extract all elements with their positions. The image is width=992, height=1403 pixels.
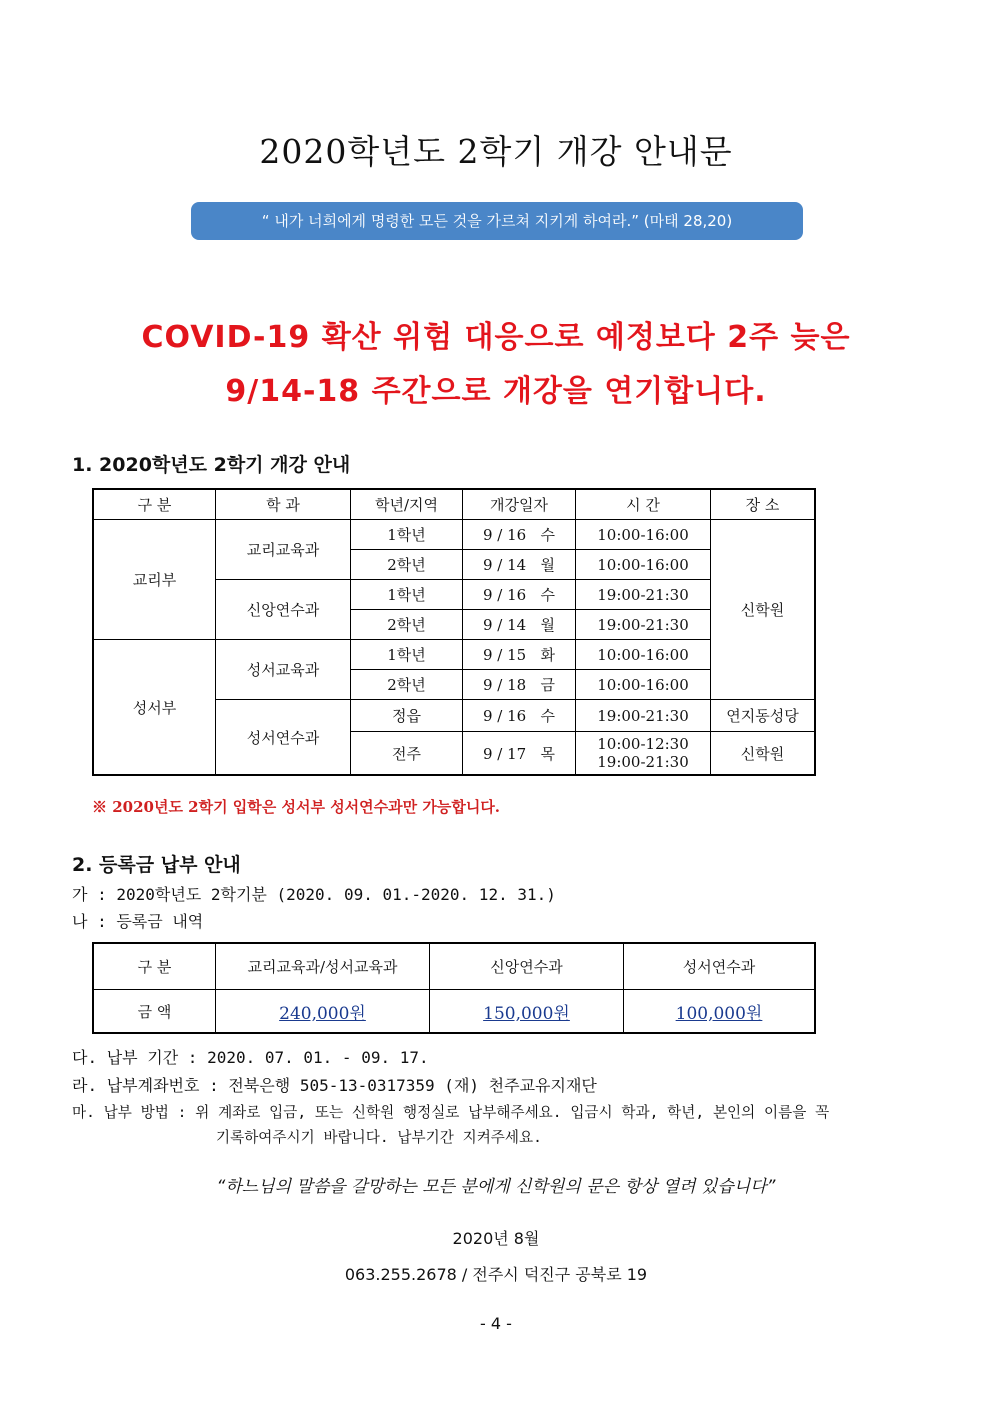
section1-heading: 1. 2020학년도 2학기 개강 안내 — [72, 454, 351, 476]
date-cell: 9 / 17 목 — [463, 732, 576, 776]
time-cell — [576, 732, 711, 776]
grade-cell: 1학년 — [351, 640, 463, 670]
table-row — [93, 640, 815, 670]
fee-cell — [624, 990, 816, 1034]
table-header-row — [93, 943, 815, 990]
fee-cell — [216, 990, 430, 1034]
division-cell: 교리부 — [93, 520, 216, 640]
place-cell: 신학원 — [711, 520, 816, 700]
alert-line-2: 9/14-18 주간으로 개강을 연기합니다. — [225, 374, 767, 409]
date-cell: 9 / 18 금 — [463, 670, 576, 700]
grade-cell: 2학년 — [351, 550, 463, 580]
header-cell: 성서연수과 — [624, 943, 816, 990]
time-cell: 10:00-16:00 — [576, 640, 711, 670]
header-cell: 교리교육과/성서교육과 — [216, 943, 430, 990]
table-header-row — [93, 489, 815, 520]
payment-deadline-line: 다. 납부 기간 : 2020. 07. 01. - 09. 17. — [72, 1048, 429, 1067]
admission-note: ※ 2020년도 2학기 입학은 성서부 성서연수과만 가능합니다. — [92, 798, 501, 816]
header-cell: 신앙연수과 — [430, 943, 624, 990]
time-cell: 19:00-21:30 — [576, 610, 711, 640]
bank-account-line: 라. 납부계좌번호 : 전북은행 505-13-0317359 (재) 천주교유지재단 — [72, 1076, 597, 1095]
grade-cell: 1학년 — [351, 580, 463, 610]
date-cell: 9 / 14 월 — [463, 550, 576, 580]
header-cell: 학년/지역 — [351, 489, 463, 520]
fee-detail-line: 나 : 등록금 내역 — [72, 912, 204, 931]
alert-line-1: COVID-19 확산 위험 대응으로 예정보다 2주 늦은 — [141, 320, 851, 355]
contact-info: 063.255.2678 / 전주시 덕진구 공북로 19 — [344, 1265, 648, 1284]
header-cell: 개강일자 — [463, 489, 576, 520]
table-row — [93, 520, 815, 550]
grade-cell: 2학년 — [351, 610, 463, 640]
payment-method-line-2: 기록하여주시기 바랍니다. 납부기간 지켜주세요. — [216, 1129, 542, 1146]
fee-cell — [430, 990, 624, 1034]
grade-cell: 정읍 — [351, 700, 463, 732]
place-cell: 신학원 — [711, 732, 816, 776]
grade-cell: 전주 — [351, 732, 463, 776]
fee-amount: 150,000원 — [483, 1003, 570, 1024]
department-cell: 교리교육과 — [216, 520, 351, 580]
date-cell: 9 / 14 월 — [463, 610, 576, 640]
issue-date: 2020년 8월 — [452, 1229, 540, 1248]
time-cell: 10:00-16:00 — [576, 520, 711, 550]
time-line: 19:00-21:30 — [597, 753, 689, 771]
date-cell: 9 / 16 수 — [463, 520, 576, 550]
grade-cell: 1학년 — [351, 520, 463, 550]
page-title: 2020학년도 2학기 개강 안내문 — [259, 132, 733, 171]
header-cell: 장 소 — [711, 489, 816, 520]
header-cell: 구 분 — [93, 489, 216, 520]
fee-amount: 240,000원 — [279, 1003, 366, 1024]
date-cell: 9 / 16 수 — [463, 580, 576, 610]
time-cell: 19:00-21:30 — [576, 700, 711, 732]
header-cell: 학 과 — [216, 489, 351, 520]
date-cell: 9 / 16 수 — [463, 700, 576, 732]
date-cell: 9 / 15 화 — [463, 640, 576, 670]
section2-heading: 2. 등록금 납부 안내 — [72, 854, 241, 876]
table-row — [93, 990, 815, 1034]
time-cell: 10:00-16:00 — [576, 670, 711, 700]
page-number: - 4 - — [480, 1314, 512, 1333]
schedule-table — [92, 488, 816, 776]
time-cell: 19:00-21:30 — [576, 580, 711, 610]
fee-amount: 100,000원 — [675, 1003, 763, 1024]
department-cell: 성서교육과 — [216, 640, 351, 700]
closing-quote: “하느님의 말씀을 갈망하는 모든 분에게 신학원의 문은 항상 열려 있습니다” — [216, 1177, 776, 1197]
time-line: 10:00-12:30 — [597, 735, 689, 753]
time-cell: 10:00-16:00 — [576, 550, 711, 580]
place-cell: 연지동성당 — [711, 700, 816, 732]
department-cell: 성서연수과 — [216, 700, 351, 776]
header-cell: 구 분 — [93, 943, 216, 990]
payment-period-line: 가 : 2020학년도 2학기분 (2020. 09. 01.-2020. 12. 31.) — [72, 885, 556, 904]
verse-banner: “ 내가 너희에게 명령한 모든 것을 가르쳐 지키게 하여라.” (마태 28,20) — [191, 202, 803, 240]
division-cell: 성서부 — [93, 640, 216, 776]
fee-label-cell: 금 액 — [93, 990, 216, 1034]
header-cell: 시 간 — [576, 489, 711, 520]
fee-table — [92, 942, 816, 1034]
grade-cell: 2학년 — [351, 670, 463, 700]
department-cell: 신앙연수과 — [216, 580, 351, 640]
payment-method-line: 마. 납부 방법 : 위 계좌로 입금, 또는 신학원 행정실로 납부해주세요. 입금시 학과, 학년, 본인의 이름을 꼭 — [72, 1104, 830, 1121]
